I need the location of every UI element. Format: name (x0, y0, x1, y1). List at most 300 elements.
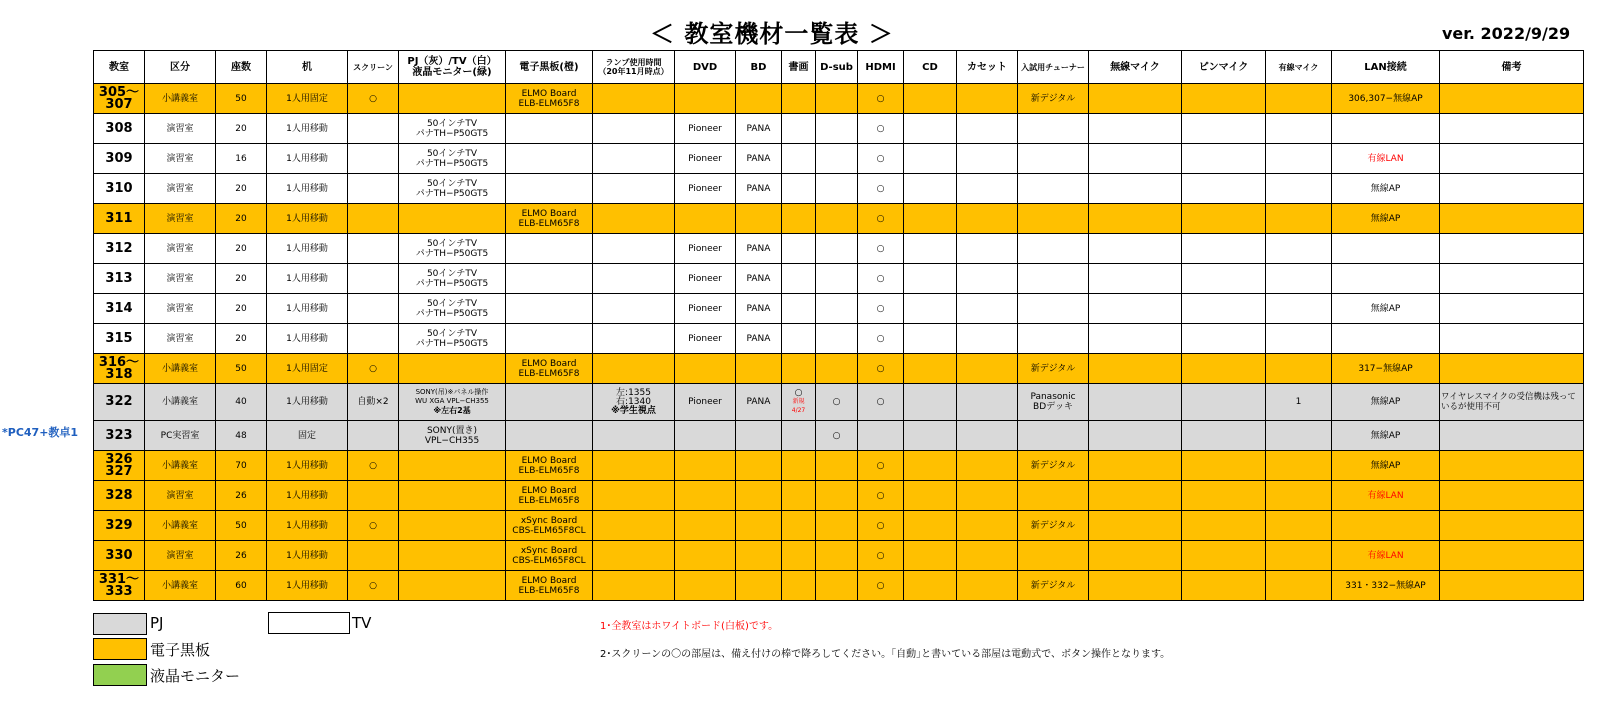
cd-cell (904, 294, 957, 324)
page-title: ＜ 教室機材一覧表 ＞ (650, 20, 894, 48)
screen-cell: ○ (348, 354, 399, 384)
table-row (94, 511, 1584, 541)
bd-cell: PANA (736, 234, 782, 264)
tuner-cell (1018, 234, 1089, 264)
table-row (94, 294, 1584, 324)
lamp-cell (593, 451, 675, 481)
board-cell (506, 84, 593, 114)
pj-line2: パナTH−P50GT5 (415, 158, 489, 169)
doc-new-label: 新規 (792, 398, 805, 405)
seats-cell: 26 (216, 541, 267, 571)
notes-cell: ワイヤレスマイクの受信機は残っているが使用不可 (1440, 384, 1584, 421)
col-cassette: カセット (957, 51, 1018, 84)
doc-cell (782, 144, 816, 174)
wired-mic-cell (1266, 511, 1332, 541)
cd-cell (904, 384, 957, 421)
dvd-cell (675, 421, 736, 451)
bd-cell: PANA (736, 384, 782, 421)
cassette-cell (957, 451, 1018, 481)
notes-cell (1440, 511, 1584, 541)
lamp-cell (593, 114, 675, 144)
pin-mic-cell (1182, 511, 1266, 541)
wired-mic-cell (1266, 174, 1332, 204)
cd-cell (904, 144, 957, 174)
lamp-cell (593, 354, 675, 384)
col-lamp-line1: ランプ使用時間 (605, 58, 662, 67)
hdmi-cell: ○ (858, 234, 904, 264)
pj-cell (399, 84, 506, 114)
cd-cell (904, 234, 957, 264)
doc-cell (782, 541, 816, 571)
desk-cell: 1人用移動 (267, 511, 348, 541)
table-row (94, 421, 1584, 451)
notes-cell (1440, 451, 1584, 481)
table-row (94, 354, 1584, 384)
board-cell (506, 234, 593, 264)
room-cell: 309 (94, 144, 145, 174)
bd-cell: PANA (736, 324, 782, 354)
board-cell (506, 114, 593, 144)
seats-cell: 20 (216, 174, 267, 204)
pj-cell (399, 384, 506, 421)
screen-cell (348, 264, 399, 294)
tuner-maker: Panasonic (1030, 392, 1076, 402)
room-cell: 331～333 (94, 571, 145, 601)
doc-date: 4/27 (791, 407, 806, 414)
cassette-cell (957, 294, 1018, 324)
desk-cell: 1人用移動 (267, 174, 348, 204)
col-dvd: DVD (675, 51, 736, 84)
wireless-mic-cell (1089, 114, 1182, 144)
col-lan: LAN接続 (1332, 51, 1440, 84)
dsub-cell (816, 234, 858, 264)
col-notes: 備考 (1440, 51, 1584, 84)
room-cell: 313 (94, 264, 145, 294)
seats-cell: 20 (216, 324, 267, 354)
board-model: ELB-ELM65F8 (518, 218, 580, 229)
board-cell (506, 511, 593, 541)
legend-lcd-swatch (93, 664, 147, 686)
wireless-mic-cell (1089, 294, 1182, 324)
type-cell: 小講義室 (145, 384, 216, 421)
pin-mic-cell (1182, 571, 1266, 601)
cd-cell (904, 264, 957, 294)
seats-cell: 70 (216, 451, 267, 481)
wireless-mic-cell (1089, 234, 1182, 264)
bd-cell (736, 204, 782, 234)
cassette-cell (957, 571, 1018, 601)
cd-cell (904, 421, 957, 451)
lamp-cell (593, 234, 675, 264)
pj-cell (399, 541, 506, 571)
table-row (94, 541, 1584, 571)
col-desk: 机 (267, 51, 348, 84)
room-cell: 315 (94, 324, 145, 354)
board-name: xSync Board (520, 545, 578, 556)
wireless-mic-cell (1089, 541, 1182, 571)
notes-cell (1440, 571, 1584, 601)
board-cell (506, 264, 593, 294)
board-model: ELB-ELM65F8 (518, 98, 580, 109)
col-pj (399, 51, 506, 84)
tuner-cell (1018, 294, 1089, 324)
type-cell: 演習室 (145, 481, 216, 511)
tuner-cell (1018, 204, 1089, 234)
doc-cell (782, 174, 816, 204)
screen-cell (348, 114, 399, 144)
dsub-cell (816, 84, 858, 114)
cd-cell (904, 174, 957, 204)
dsub-cell (816, 144, 858, 174)
board-model: ELB-ELM65F8 (518, 465, 580, 476)
seats-cell: 40 (216, 384, 267, 421)
board-cell (506, 384, 593, 421)
seats-cell: 50 (216, 84, 267, 114)
screen-cell: ○ (348, 84, 399, 114)
desk-cell: 1人用移動 (267, 294, 348, 324)
cassette-cell (957, 204, 1018, 234)
bd-cell (736, 354, 782, 384)
tuner-cell (1018, 264, 1089, 294)
doc-cell (782, 234, 816, 264)
lamp-cell (593, 384, 675, 421)
board-cell (506, 421, 593, 451)
table-row (94, 174, 1584, 204)
type-cell: 小講義室 (145, 571, 216, 601)
screen-cell: 自動×2 (348, 384, 399, 421)
notes-cell (1440, 84, 1584, 114)
cd-cell (904, 354, 957, 384)
tuner-cell: 新デジタル (1018, 571, 1089, 601)
lan-cell: 有線LAN (1332, 481, 1440, 511)
board-model: ELB-ELM65F8 (518, 495, 580, 506)
lamp-cell (593, 264, 675, 294)
doc-cell (782, 84, 816, 114)
doc-cell (782, 571, 816, 601)
dvd-cell (675, 571, 736, 601)
seats-cell: 50 (216, 511, 267, 541)
room-cell: 323 (94, 421, 145, 451)
dvd-cell: Pioneer (675, 234, 736, 264)
pj-line2: パナTH−P50GT5 (415, 278, 489, 289)
side-note: *PC47+教卓1 (2, 426, 79, 439)
note-whiteboard: 1･全教室はホワイトボード(白板)です。 (600, 621, 779, 632)
doc-cell (782, 324, 816, 354)
desk-cell: 1人用移動 (267, 451, 348, 481)
lamp-cell (593, 144, 675, 174)
type-cell: 演習室 (145, 264, 216, 294)
hdmi-cell: ○ (858, 114, 904, 144)
lamp-cell (593, 324, 675, 354)
lan-cell: 無線AP (1332, 384, 1440, 421)
board-cell (506, 481, 593, 511)
tuner-device: BDデッキ (1033, 402, 1073, 412)
desk-cell: 1人用移動 (267, 571, 348, 601)
cassette-cell (957, 264, 1018, 294)
board-cell (506, 354, 593, 384)
dsub-cell (816, 174, 858, 204)
pj-cell (399, 511, 506, 541)
col-room: 教室 (94, 51, 145, 84)
hdmi-cell: ○ (858, 354, 904, 384)
lan-cell (1332, 114, 1440, 144)
screen-cell: ○ (348, 571, 399, 601)
table-row (94, 204, 1584, 234)
cd-cell (904, 571, 957, 601)
pj-cell (399, 354, 506, 384)
table-row (94, 84, 1584, 114)
dvd-cell: Pioneer (675, 264, 736, 294)
pj-line2: WU XGA VPL−CH355 (415, 397, 489, 405)
room-cell: 314 (94, 294, 145, 324)
dsub-cell: ○ (816, 421, 858, 451)
bd-cell (736, 84, 782, 114)
hdmi-cell: ○ (858, 451, 904, 481)
cassette-cell (957, 144, 1018, 174)
pj-line1: SONY(置き) (426, 425, 478, 436)
wired-mic-cell (1266, 234, 1332, 264)
pin-mic-cell (1182, 481, 1266, 511)
board-model: ELB-ELM65F8 (518, 585, 580, 596)
col-doc: 書画 (782, 51, 816, 84)
dvd-cell (675, 541, 736, 571)
bd-cell: PANA (736, 114, 782, 144)
room-cell: 305～307 (94, 84, 145, 114)
doc-cell (782, 204, 816, 234)
hdmi-cell: ○ (858, 264, 904, 294)
cassette-cell (957, 511, 1018, 541)
notes-cell (1440, 144, 1584, 174)
col-pin-mic: ピンマイク (1182, 51, 1266, 84)
pin-mic-cell (1182, 84, 1266, 114)
wired-mic-cell (1266, 421, 1332, 451)
bd-cell (736, 451, 782, 481)
pj-line1: 50インチTV (426, 298, 478, 309)
board-name: ELMO Board (521, 575, 577, 586)
dvd-cell: Pioneer (675, 324, 736, 354)
table-row (94, 324, 1584, 354)
room-cell: 310 (94, 174, 145, 204)
wireless-mic-cell (1089, 481, 1182, 511)
dvd-cell (675, 354, 736, 384)
cassette-cell (957, 324, 1018, 354)
legend-lcd-label: 液晶モニター (150, 667, 241, 685)
screen-cell: ○ (348, 511, 399, 541)
type-cell: 演習室 (145, 294, 216, 324)
tuner-cell (1018, 384, 1089, 421)
seats-cell: 16 (216, 144, 267, 174)
board-name: ELMO Board (521, 208, 577, 219)
room-cell: 328 (94, 481, 145, 511)
board-cell (506, 324, 593, 354)
dsub-cell (816, 451, 858, 481)
lamp-cell (593, 84, 675, 114)
col-wireless-mic: 無線マイク (1089, 51, 1182, 84)
wired-mic-cell (1266, 144, 1332, 174)
hdmi-cell: ○ (858, 204, 904, 234)
wireless-mic-cell (1089, 144, 1182, 174)
cassette-cell (957, 174, 1018, 204)
table-row (94, 571, 1584, 601)
lamp-right: 右:1340 (616, 396, 651, 407)
lamp-cell (593, 294, 675, 324)
cd-cell (904, 451, 957, 481)
cd-cell (904, 324, 957, 354)
lan-cell (1332, 324, 1440, 354)
screen-cell (348, 481, 399, 511)
pj-cell (399, 114, 506, 144)
legend-pj-label: PJ (150, 614, 164, 632)
hdmi-cell: ○ (858, 324, 904, 354)
doc-cell (782, 421, 816, 451)
dvd-cell: Pioneer (675, 114, 736, 144)
dsub-cell (816, 204, 858, 234)
lan-cell: 無線AP (1332, 421, 1440, 451)
col-bd: BD (736, 51, 782, 84)
dvd-cell (675, 511, 736, 541)
bd-cell (736, 481, 782, 511)
hdmi-cell: ○ (858, 144, 904, 174)
notes-cell (1440, 204, 1584, 234)
dvd-cell (675, 204, 736, 234)
board-name: xSync Board (520, 515, 578, 526)
seats-cell: 20 (216, 234, 267, 264)
cassette-cell (957, 354, 1018, 384)
hdmi-cell: ○ (858, 481, 904, 511)
screen-cell: ○ (348, 451, 399, 481)
seats-cell: 20 (216, 204, 267, 234)
type-cell: 演習室 (145, 324, 216, 354)
col-screen: スクリーン (348, 51, 399, 84)
lan-cell: 331・332−無線AP (1332, 571, 1440, 601)
col-cd: CD (904, 51, 957, 84)
tuner-cell (1018, 481, 1089, 511)
lan-cell: 有線LAN (1332, 541, 1440, 571)
col-lamp (593, 51, 675, 84)
lamp-cell (593, 541, 675, 571)
pj-line1: 50インチTV (426, 268, 478, 279)
room-cell: 330 (94, 541, 145, 571)
notes-cell (1440, 324, 1584, 354)
lamp-cell (593, 481, 675, 511)
seats-cell: 20 (216, 294, 267, 324)
wired-mic-cell (1266, 294, 1332, 324)
wireless-mic-cell (1089, 174, 1182, 204)
bd-cell (736, 571, 782, 601)
col-wired-mic: 有線マイク (1266, 51, 1332, 84)
doc-cell (782, 264, 816, 294)
pin-mic-cell (1182, 451, 1266, 481)
pj-cell (399, 451, 506, 481)
legend-board-label: 電子黒板 (150, 641, 211, 659)
dsub-cell (816, 324, 858, 354)
board-name: ELMO Board (521, 88, 577, 99)
pj-cell (399, 144, 506, 174)
dsub-cell (816, 114, 858, 144)
dvd-cell: Pioneer (675, 294, 736, 324)
lan-cell (1332, 511, 1440, 541)
room-cell: 329 (94, 511, 145, 541)
pin-mic-cell (1182, 541, 1266, 571)
doc-cell (782, 481, 816, 511)
wireless-mic-cell (1089, 451, 1182, 481)
wireless-mic-cell (1089, 511, 1182, 541)
lan-cell: 有線LAN (1332, 144, 1440, 174)
wired-mic-cell (1266, 264, 1332, 294)
pin-mic-cell (1182, 204, 1266, 234)
board-cell (506, 451, 593, 481)
wireless-mic-cell (1089, 204, 1182, 234)
pin-mic-cell (1182, 384, 1266, 421)
screen-cell (348, 204, 399, 234)
wireless-mic-cell (1089, 264, 1182, 294)
board-model: CBS-ELM65F8CL (512, 555, 586, 566)
bd-cell (736, 541, 782, 571)
cd-cell (904, 541, 957, 571)
lan-cell: 無線AP (1332, 294, 1440, 324)
screen-cell (348, 294, 399, 324)
col-pj-line2: 液晶モニター(緑) (412, 67, 492, 78)
col-pj-line1: PJ（灰）/TV（白） (407, 56, 497, 67)
notes-cell (1440, 234, 1584, 264)
wireless-mic-cell (1089, 384, 1182, 421)
pj-line1: 50インチTV (426, 148, 478, 159)
type-cell: 演習室 (145, 144, 216, 174)
seats-cell: 20 (216, 114, 267, 144)
doc-cell (782, 354, 816, 384)
desk-cell: 1人用固定 (267, 354, 348, 384)
bd-cell (736, 421, 782, 451)
dsub-cell (816, 264, 858, 294)
seats-cell: 20 (216, 264, 267, 294)
cassette-cell (957, 421, 1018, 451)
cd-cell (904, 204, 957, 234)
lamp-cell (593, 174, 675, 204)
col-type: 区分 (145, 51, 216, 84)
dsub-cell (816, 481, 858, 511)
dsub-cell (816, 541, 858, 571)
room-cell: 308 (94, 114, 145, 144)
doc-cell (782, 114, 816, 144)
lan-cell (1332, 234, 1440, 264)
room-cell: 316～318 (94, 354, 145, 384)
notes-cell (1440, 264, 1584, 294)
screen-cell (348, 174, 399, 204)
doc-cell (782, 511, 816, 541)
wireless-mic-cell (1089, 421, 1182, 451)
table-row (94, 451, 1584, 481)
cassette-cell (957, 114, 1018, 144)
board-model: CBS-ELM65F8CL (512, 525, 586, 536)
hdmi-cell: ○ (858, 384, 904, 421)
wireless-mic-cell (1089, 354, 1182, 384)
room-cell: 312 (94, 234, 145, 264)
notes-cell (1440, 174, 1584, 204)
cassette-cell (957, 541, 1018, 571)
equipment-table (93, 50, 1584, 601)
dsub-cell (816, 511, 858, 541)
type-cell: 演習室 (145, 541, 216, 571)
board-name: ELMO Board (521, 485, 577, 496)
lan-cell: 無線AP (1332, 451, 1440, 481)
pin-mic-cell (1182, 114, 1266, 144)
type-cell: 演習室 (145, 174, 216, 204)
table-row (94, 114, 1584, 144)
wired-mic-cell (1266, 354, 1332, 384)
wired-mic-cell (1266, 204, 1332, 234)
room-cell: 322 (94, 384, 145, 421)
wired-mic-cell (1266, 481, 1332, 511)
